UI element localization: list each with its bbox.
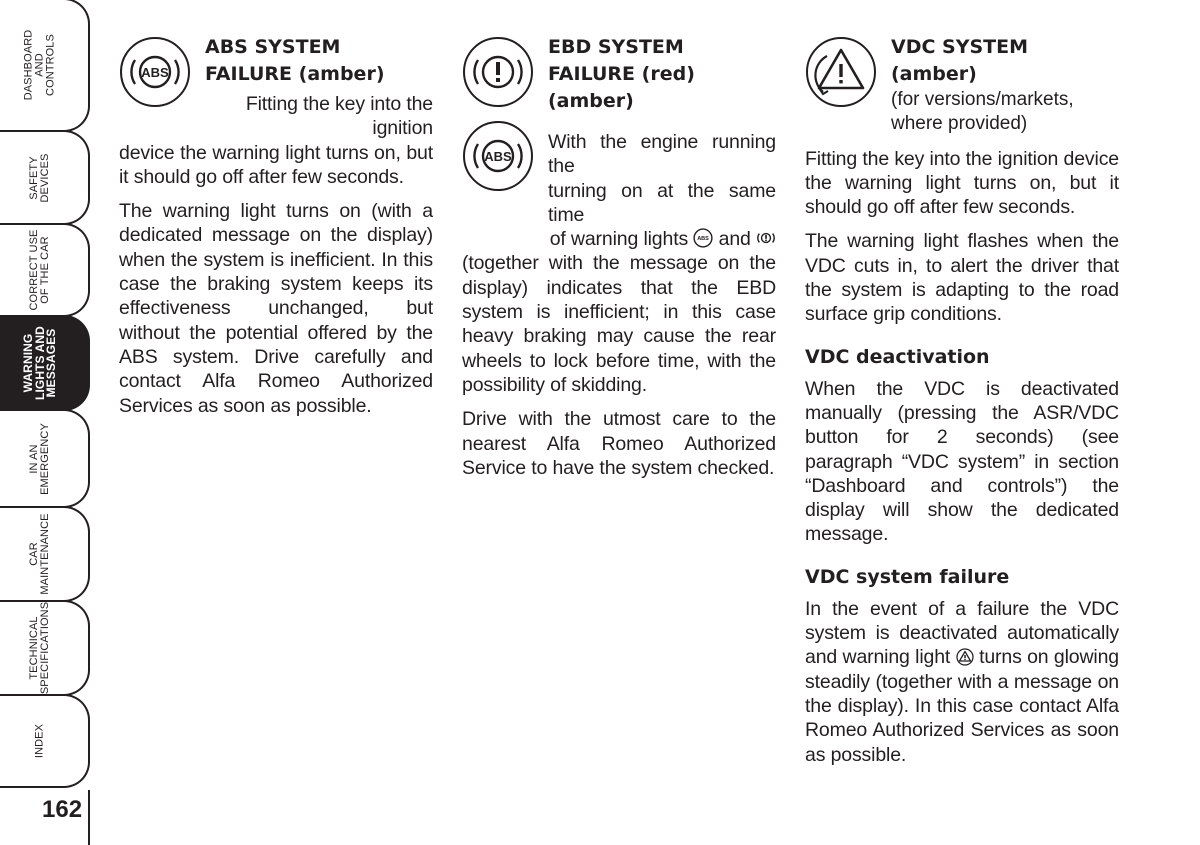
vdc-paragraph-1: Fitting the key into the ignition device the warning light turns on, but it should go off after few seconds.: [805, 147, 1119, 219]
ebd-p1-line3: [462, 227, 776, 251]
brake-warning-icon: [462, 36, 534, 108]
vdc-p4-rest: turns on glowing steadily (together with a message on the display). In this case contact Alfa Romeo Authorized Services as soon as possible.: [805, 646, 1119, 766]
ebd-p1-line2: turning on at the same time: [548, 179, 776, 226]
tab-label: INDEX: [33, 723, 46, 759]
abs-warning-icon: [462, 120, 534, 192]
tab-warning-lights-and-messages[interactable]: [0, 315, 90, 411]
abs-section: [119, 34, 433, 428]
vdc-deactivation-heading: VDC deactivation: [805, 345, 990, 368]
ebd-section: [462, 34, 776, 490]
brake-warning-icon: [756, 228, 776, 248]
ebd-title-line1: EBD SYSTEM: [548, 36, 684, 58]
vdc-title-line2: (amber): [891, 63, 977, 85]
section-tabs: [0, 0, 100, 845]
ebd-title-line3: (amber): [548, 90, 634, 112]
ebd-p1-line3-text: of warning lights: [549, 228, 689, 251]
abs-p1-first-line: Fitting the key into the ignition: [245, 93, 433, 140]
vdc-p4-first: In the event of a failure the VDC system is deactivated automatically and warning light: [805, 597, 1119, 669]
vdc-failure-heading: VDC system failure: [805, 565, 1010, 588]
abs-warning-icon: [693, 228, 713, 248]
vdc-note-line2: where provided): [891, 113, 1028, 135]
ebd-paragraph-2: Drive with the utmost care to the nearest Alfa Romeo Authorized Service to have the system checked.: [462, 408, 776, 479]
vdc-section: [805, 34, 1119, 777]
tab-dashboard-and-controls[interactable]: [0, 0, 90, 132]
tab-correct-use-of-the-car[interactable]: [0, 223, 90, 317]
tab-label: WARNING LIGHTS AND MESSAGES: [20, 326, 58, 400]
tab-label: IN AN EMERGENCY: [28, 422, 51, 495]
abs-title-line2: FAILURE (amber): [205, 63, 385, 85]
vdc-warning-icon: [805, 36, 877, 108]
page-number: 162: [42, 796, 83, 823]
tab-technical-specifications[interactable]: [0, 600, 90, 696]
tab-car-maintenance[interactable]: [0, 506, 90, 602]
tab-label: CAR MAINTENANCE: [28, 513, 51, 595]
vdc-paragraph-3: When the VDC is deactivated manually (pressing the ASR/VDC button for 2 seconds) (see paragraph “VDC system” in section “Dashboard and controls”) the display will show the dedicated message.: [805, 377, 1119, 546]
vdc-warning-icon: [956, 648, 974, 666]
tab-in-an-emergency[interactable]: [0, 409, 90, 508]
abs-title: [205, 34, 433, 88]
vdc-title: [891, 34, 1119, 88]
tab-safety-devices[interactable]: [0, 130, 90, 225]
tab-label: CORRECT USE OF THE CAR: [28, 229, 51, 311]
ebd-title: [548, 34, 776, 115]
abs-icon-text: ABS: [141, 65, 169, 80]
abs-title-line1: ABS SYSTEM: [205, 36, 341, 58]
vdc-title-line1: VDC SYSTEM: [891, 36, 1029, 58]
ebd-abs-icon-text: ABS: [484, 149, 512, 164]
abs-p1-rest: device the warning light turns on, but it should go off after few seconds.: [119, 141, 433, 188]
svg-text:ABS: ABS: [697, 236, 710, 243]
ebd-p1-and: and: [718, 228, 751, 251]
vdc-paragraph-2: The warning light flashes when the VDC cuts in, to alert the driver that the system is adapting to the road surface grip conditions.: [805, 230, 1119, 326]
vdc-paragraph-4: [805, 597, 1119, 767]
abs-paragraph-2: The warning light turns on (with a dedicated message on the display) when the system is inefficient. In this case the braking system keeps its effectiveness unchanged, but without the potential offered by the ABS system. Drive carefully and contact Alfa Romeo Authorized Services as soon as possible.: [119, 200, 433, 417]
ebd-p1-line1: With the engine running the: [548, 131, 776, 178]
ebd-p1-rest: (together with the message on the display) indicates that the EBD system is inefficient; in this case heavy braking may cause the rear wheels to lock before time, with the possibility of skidding.: [462, 252, 776, 396]
vdc-availability-note: [891, 88, 1119, 137]
margin-rule: [88, 790, 90, 845]
ebd-title-line2: FAILURE (red): [548, 63, 695, 85]
tab-index[interactable]: [0, 694, 90, 788]
vdc-note-line1: (for versions/markets,: [891, 89, 1074, 110]
abs-warning-icon: [119, 36, 191, 108]
tab-label: SAFETY DEVICES: [28, 153, 51, 202]
tab-label: DASHBOARD AND CONTROLS: [22, 29, 57, 101]
tab-label: TECHNICAL SPECIFICATIONS: [28, 601, 51, 695]
